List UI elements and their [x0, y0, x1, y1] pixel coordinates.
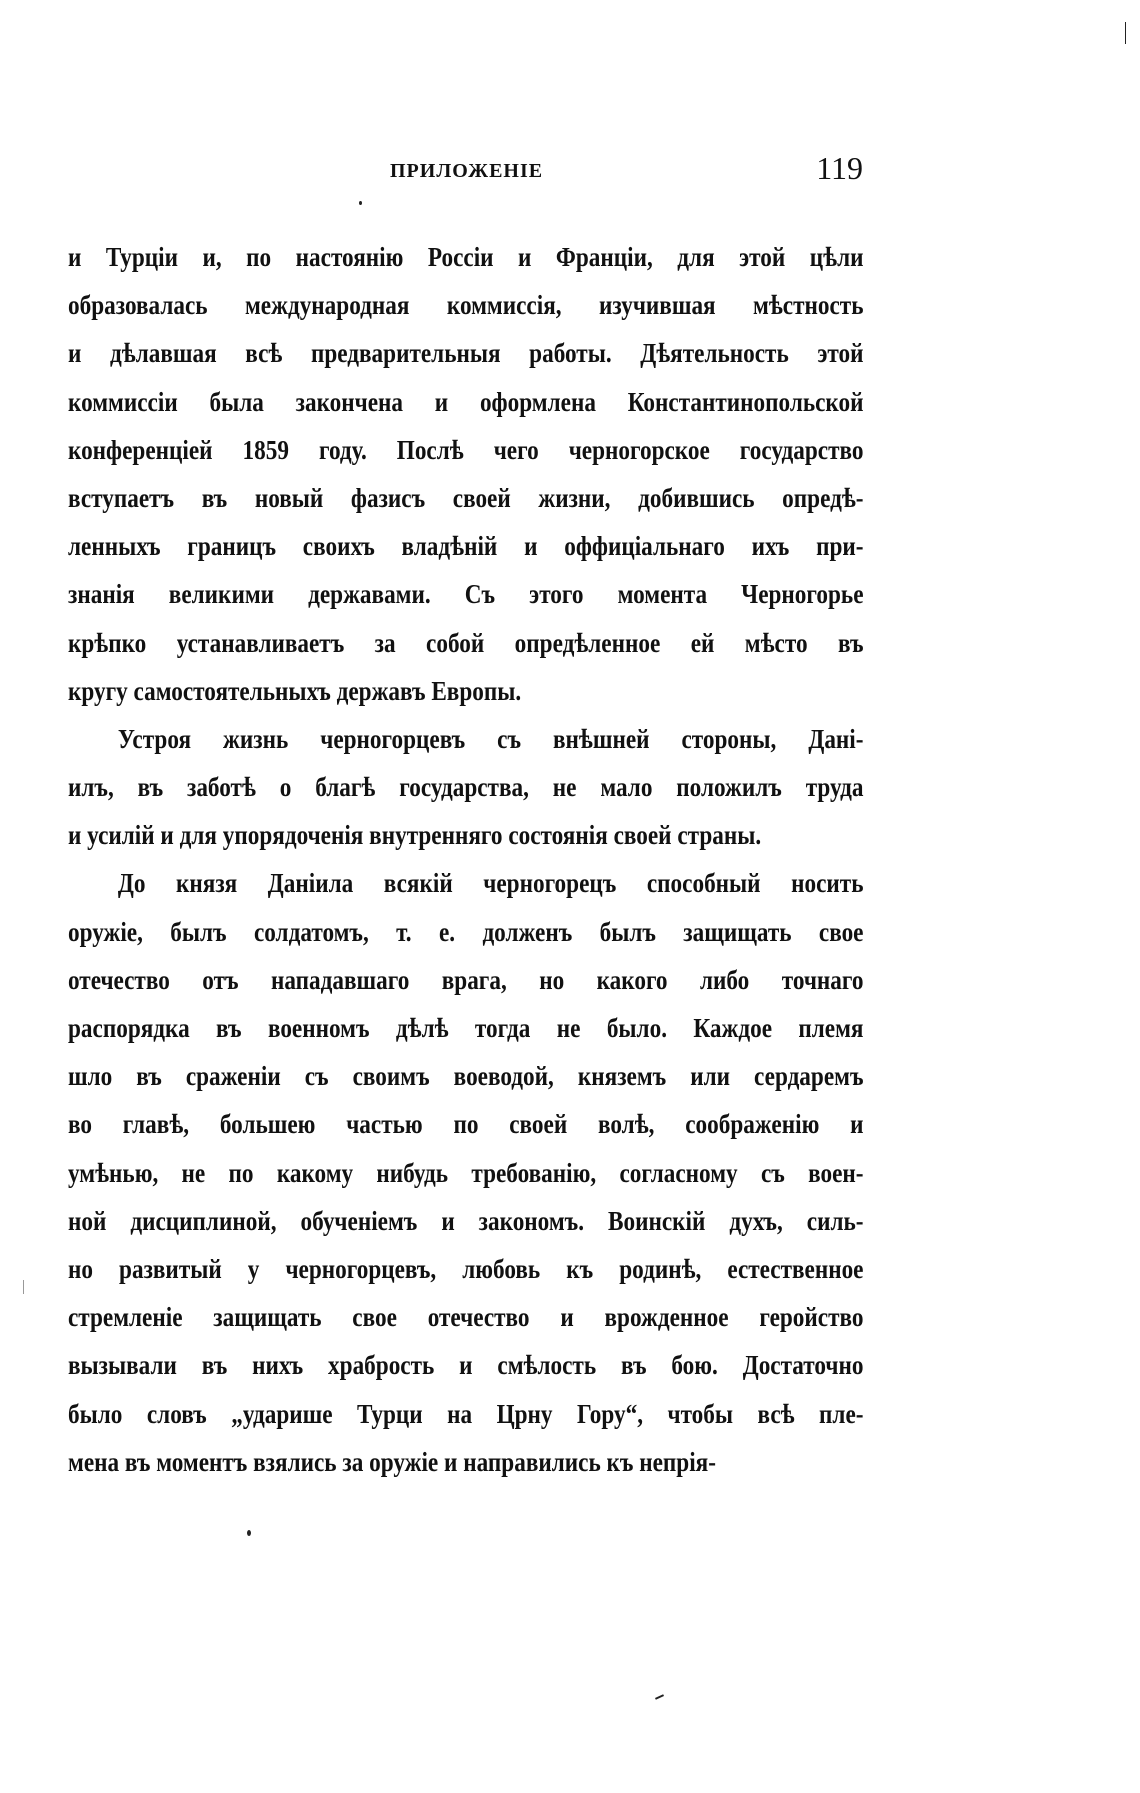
text-line: и Турціи и, по настоянію Россіи и Франціи, для этой цѣли	[68, 242, 864, 272]
text-line: знанія великими державами. Съ этого момента Черногорье	[68, 579, 864, 610]
text-line: До князя Даніила всякій черногорецъ способный носить	[117, 868, 864, 899]
running-head: ПРИЛОЖЕНІЕ	[390, 160, 544, 182]
text-line: конференціей 1859 году. Послѣ чего черногорское государство	[68, 434, 864, 465]
text-line: ленныхъ границъ своихъ владѣній и оффиціальнаго ихъ при-	[68, 531, 864, 562]
text-line: крѣпко устанавливаетъ за собой опредѣленное ей мѣсто въ	[68, 627, 864, 658]
text-line: ной дисциплиной, обученіемъ и закономъ. Воинскій духъ, силь-	[68, 1205, 864, 1236]
page-number: 119	[816, 150, 863, 186]
body-text	[68, 236, 864, 1489]
scan-dot-header	[359, 201, 362, 205]
text-line: вступаетъ въ новый фазисъ своей жизни, добившись опредѣ-	[68, 482, 864, 513]
scan-mark-left	[23, 1280, 24, 1294]
text-line: коммиссіи была закончена и оформлена Константинопольской	[68, 386, 864, 417]
text-line: вызывали въ нихъ храбрость и смѣлость въ бою. Достаточно	[68, 1350, 864, 1381]
text-line: и усилій и для упорядоченія внутренняго состоянія своей страны.	[68, 820, 762, 851]
text-line: оружіе, былъ солдатомъ, т. е. долженъ былъ защищать свое	[68, 916, 864, 947]
text-line: было словъ „ударише Турци на Црну Гору“, чтобы всѣ пле-	[68, 1398, 864, 1429]
scan-dot-bottom	[247, 1530, 251, 1536]
scan-mark-top-right	[1125, 22, 1126, 44]
text-line: отечество отъ нападавшаго врага, но какого либо точнаго	[68, 964, 864, 995]
text-line: умѣнью, не по какому нибудь требованію, согласному съ воен-	[68, 1157, 864, 1188]
text-line: стремленіе защищать свое отечество и врожденное геройство	[68, 1302, 864, 1333]
text-line: во главѣ, большею частью по своей волѣ, соображенію и	[68, 1109, 864, 1140]
text-line: шло въ сраженіи съ своимъ воеводой, княземъ или сердаремъ	[68, 1061, 864, 1092]
text-line: образовалась международная коммиссія, изучившая мѣстность	[68, 290, 864, 321]
scan-tick-bottom	[655, 1694, 664, 1700]
text-line: кругу самостоятельныхъ державъ Европы.	[68, 675, 522, 706]
text-line: но развитый у черногорцевъ, любовь къ родинѣ, естественное	[68, 1253, 864, 1284]
text-line: Устроя жизнь черногорцевъ съ внѣшней стороны, Дані-	[117, 723, 864, 754]
text-line: мена въ моментъ взялись за оружіе и направились къ непрія-	[68, 1446, 716, 1477]
text-line: распорядка въ военномъ дѣлѣ тогда не было. Каждое племя	[68, 1013, 864, 1043]
text-line: и дѣлавшая всѣ предварительныя работы. Дѣятельность этой	[68, 338, 864, 369]
text-line: илъ, въ заботѣ о благѣ государства, не мало положилъ труда	[68, 772, 864, 803]
